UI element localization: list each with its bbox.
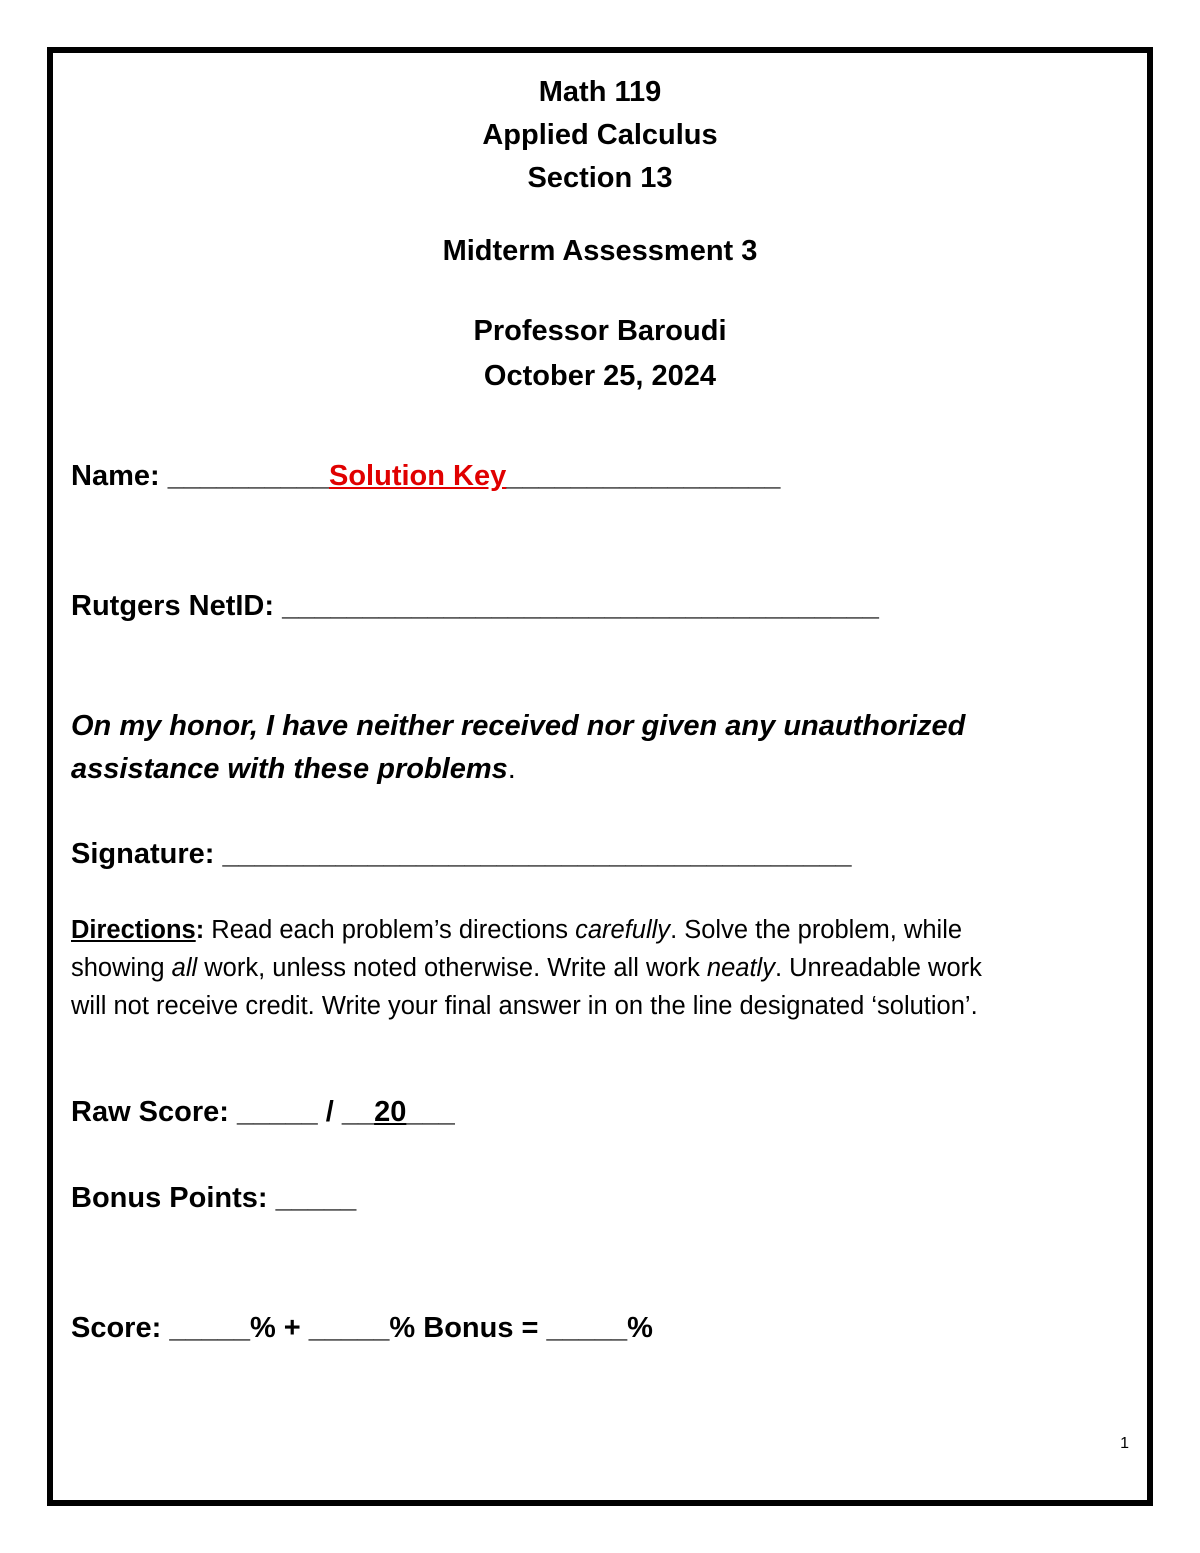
exam-date: October 25, 2024 <box>483 360 717 392</box>
name-blank-before: __________ <box>167 460 329 492</box>
honor-line-2-text: assistance with these problems <box>71 753 508 785</box>
section-number: Section 13 <box>527 162 673 194</box>
bonus-points-field <box>71 1182 356 1215</box>
directions-text-1a: Read each problem’s directions <box>204 916 576 944</box>
page-number: 1 <box>1120 1435 1129 1452</box>
directions-carefully: carefully <box>575 916 671 944</box>
directions-text-2a: showing <box>71 954 172 982</box>
exam-title: Midterm Assessment 3 <box>442 235 758 267</box>
directions-neatly: neatly <box>706 954 775 982</box>
directions-text-1c: . Solve the problem, while <box>670 916 963 944</box>
name-value: Solution Key <box>329 460 507 492</box>
professor-name: Professor Baroudi <box>473 315 727 347</box>
course-name: Applied Calculus <box>482 119 718 151</box>
bonus-points-label: Bonus Points: <box>71 1182 276 1214</box>
raw-score-label: Raw Score: <box>71 1096 237 1128</box>
name-blank-after: _________________ <box>506 460 781 492</box>
name-label: Name: <box>71 460 168 492</box>
directions-label: Directions <box>71 916 196 944</box>
directions-line-1 <box>71 911 962 949</box>
signature-label: Signature: <box>71 838 223 870</box>
raw-score-blank: _____ <box>237 1096 318 1128</box>
raw-score-field <box>71 1096 455 1129</box>
signature-blank: _______________________________________ <box>222 838 852 870</box>
directions-all: all <box>171 954 198 982</box>
course-number: Math 119 <box>538 76 662 108</box>
directions-line-2 <box>71 949 982 987</box>
raw-score-total: 20 <box>374 1096 407 1128</box>
netid-label: Rutgers NetID: <box>71 590 283 622</box>
raw-score-total-post: ___ <box>406 1096 455 1128</box>
directions-text-2e: . Unreadable work <box>774 954 982 982</box>
directions-line-3: will not receive credit. Write your final answer in on the line designated ‘solution’. <box>71 992 978 1020</box>
directions-text-2c: work, unless noted otherwise. Write all work <box>197 954 707 982</box>
honor-line-2 <box>71 748 516 791</box>
bonus-points-blank: _____ <box>275 1182 357 1214</box>
netid-field <box>71 590 879 623</box>
honor-period: . <box>507 753 516 785</box>
honor-line-1: On my honor, I have neither received nor given any unauthorized <box>71 710 966 742</box>
directions-colon: : <box>195 916 205 944</box>
signature-field <box>71 838 851 871</box>
raw-score-slash: / <box>317 1096 342 1128</box>
name-field <box>71 460 780 493</box>
raw-score-total-pre: __ <box>341 1096 375 1128</box>
netid-blank: _____________________________________ <box>282 590 879 622</box>
score-field: Score: _____% + _____% Bonus = _____% <box>71 1312 653 1344</box>
